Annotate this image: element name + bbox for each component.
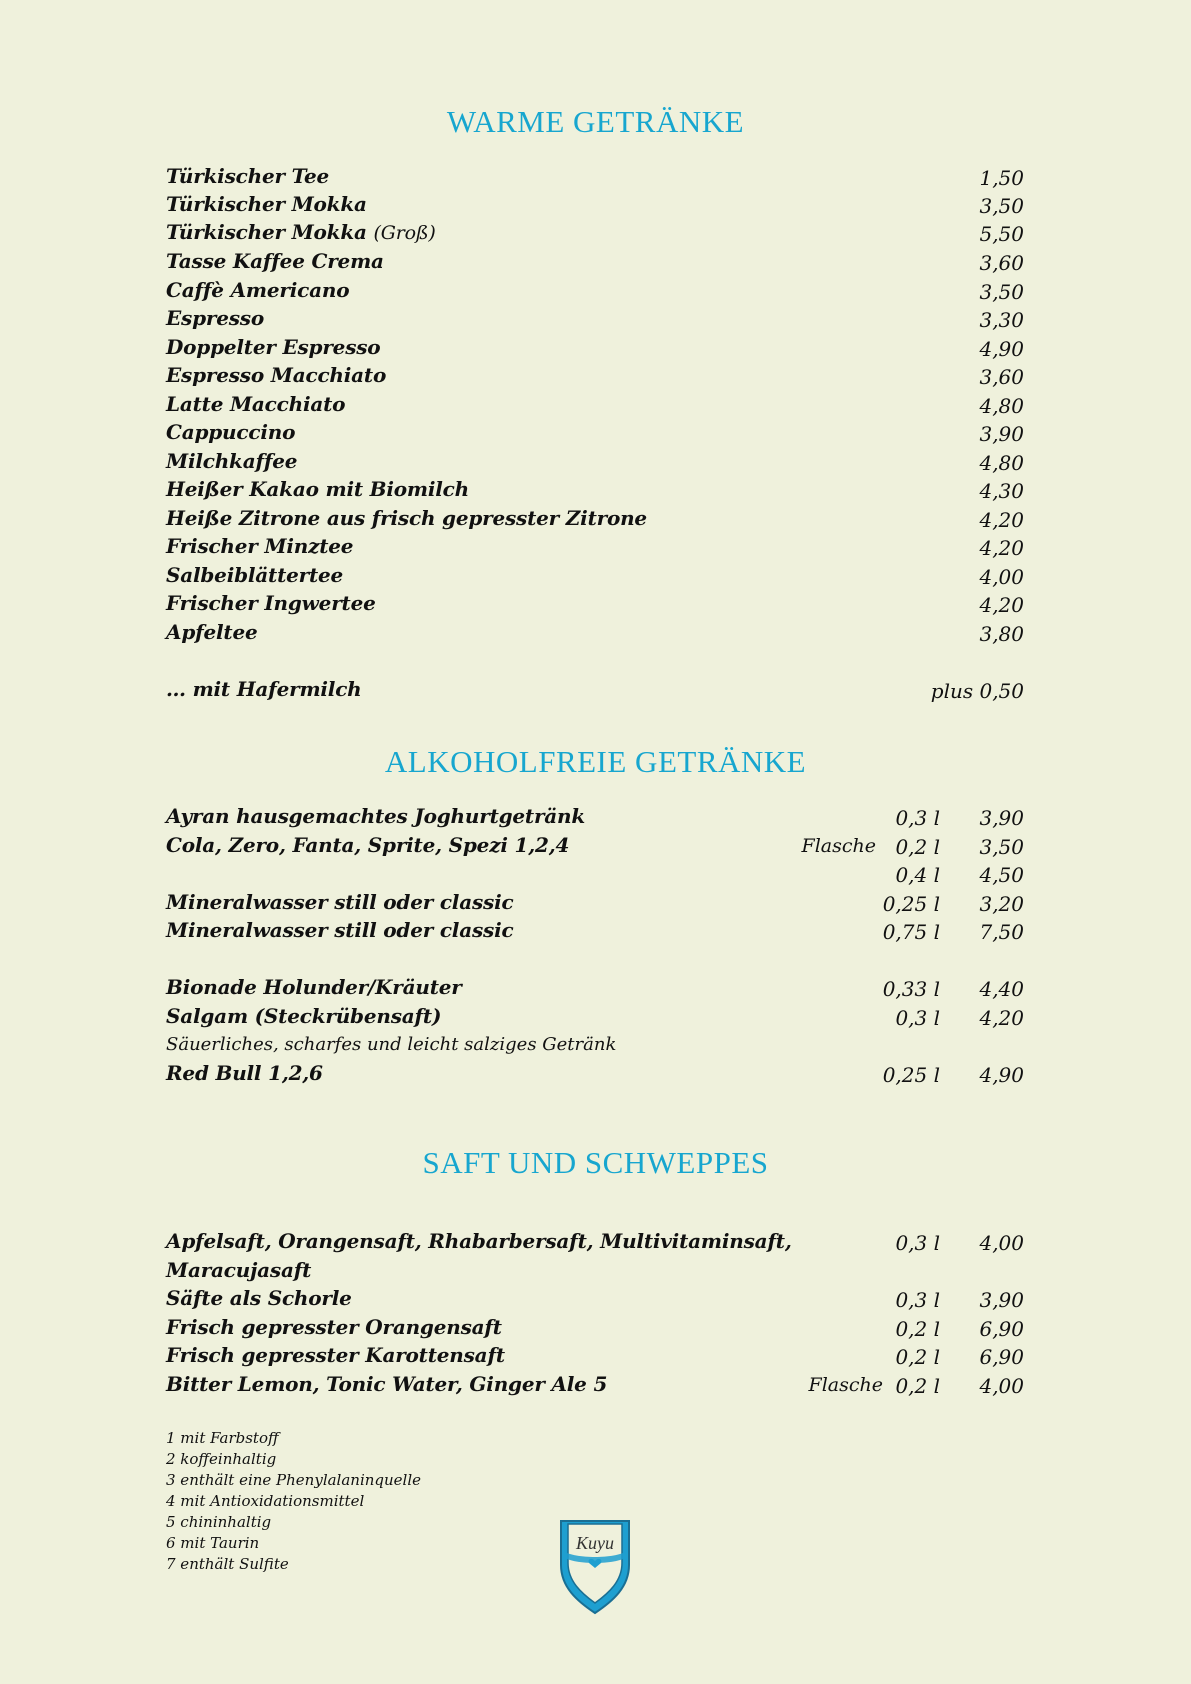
item-name [166,220,436,244]
footnote: 6 mit Taurin [166,1534,260,1552]
menu-item [166,1061,1026,1089]
footnote: 5 chininhaltig [166,1513,272,1531]
item-name: Mineralwasser still oder classic [166,918,514,942]
item-price: 4,20 [979,536,1024,560]
item-volume: 0,3 l [895,1006,940,1030]
footnotes [166,1428,421,1575]
item-name: Frisch gepresster Orangensaft [166,1315,502,1339]
item-volume: 0,3 l [895,1288,940,1312]
menu-item-description [166,1034,1026,1062]
menu-item [166,918,1026,946]
menu-item [166,833,1026,861]
item-price: 5,50 [979,222,1024,246]
item-volume: 0,2 l [895,1345,940,1369]
menu-item [166,335,1026,363]
item-price: 3,50 [979,280,1024,304]
item-name: Doppelter Espresso [166,335,381,359]
menu-item [166,164,1026,192]
kuyu-logo [555,1515,635,1615]
item-name: Mineralwasser still oder classic [166,890,514,914]
footnote: 7 enthält Sulfite [166,1555,289,1573]
item-volume: 0,4 l [895,863,940,887]
item-name: Cola, Zero, Fanta, Sprite, Spezi 1,2,4 [166,833,570,857]
item-volume: 0,2 l [895,835,940,859]
menu-item [166,1004,1026,1032]
item-name: Red Bull 1,2,6 [166,1061,323,1085]
item-price: 4,00 [979,1231,1024,1255]
menu-item [166,249,1026,277]
item-name: Cappuccino [166,420,296,444]
menu-item [166,620,1026,648]
item-price: 4,20 [979,508,1024,532]
item-volume: 0,2 l [895,1317,940,1341]
section-title-softdrinks: ALKOHOLFREIE GETRÄNKE [384,744,807,779]
item-price: 7,50 [979,920,1024,944]
menu-item [166,192,1026,220]
item-price: 3,60 [979,251,1024,275]
menu-item [166,861,1026,889]
item-volume: 0,25 l [882,892,940,916]
item-volume: 0,75 l [882,920,940,944]
menu-item [166,1315,1026,1343]
item-price: 3,50 [979,835,1024,859]
item-price: 4,40 [979,977,1024,1001]
item-name: Espresso [166,306,265,330]
item-price: 4,50 [979,863,1024,887]
item-price: plus 0,50 [930,679,1024,703]
item-price: 4,30 [979,479,1024,503]
item-name: Caffè Americano [166,278,350,302]
item-price: 4,80 [979,451,1024,475]
item-price: 3,20 [979,892,1024,916]
menu-item [166,890,1026,918]
item-price: 4,80 [979,394,1024,418]
menu-item [166,563,1026,591]
item-name: Espresso Macchiato [166,363,387,387]
item-name: Apfelsaft, Orangensaft, Rhabarbersaft, Multivitaminsaft, [166,1229,792,1253]
section-title-warm: WARME GETRÄNKE [446,104,745,139]
item-name: … mit Hafermilch [166,677,362,701]
item-name: Latte Macchiato [166,392,346,416]
item-price: 3,90 [979,806,1024,830]
item-price: 4,90 [979,1063,1024,1087]
item-price: 3,60 [979,365,1024,389]
item-name: Frischer Ingwertee [166,591,376,615]
menu-item [166,220,1026,248]
item-volume: 0,2 l [895,1374,940,1398]
menu-item [166,363,1026,391]
menu-item [166,534,1026,562]
item-note: (Groß) [373,222,436,244]
menu-item [166,591,1026,619]
item-name: Maracujasaft [166,1258,312,1282]
item-description: Säuerliches, scharfes und leicht salziges Getränk [166,1034,617,1055]
item-price: 3,90 [979,422,1024,446]
item-name-text: Türkischer Mokka [166,220,367,244]
menu-item [166,506,1026,534]
logo-text: Kuyu [576,1533,614,1553]
item-name: Türkischer Tee [166,164,330,188]
menu-item [166,306,1026,334]
item-price: 6,90 [979,1317,1024,1341]
menu-item [166,975,1026,1003]
item-volume: 0,3 l [895,806,940,830]
section-title-juice: SAFT UND SCHWEPPES [422,1145,769,1180]
menu-item [166,1229,1026,1257]
item-name: Salgam (Steckrübensaft) [166,1004,442,1028]
menu-item [166,392,1026,420]
item-name: Türkischer Mokka [166,192,367,216]
menu-item [166,1343,1026,1371]
item-price: 4,00 [979,1374,1024,1398]
menu-item [166,1372,1026,1400]
item-price: 4,00 [979,565,1024,589]
item-price: 3,90 [979,1288,1024,1312]
menu-item [166,1258,1026,1286]
item-volume: 0,33 l [882,977,940,1001]
menu-item [166,1286,1026,1314]
item-name: Milchkaffee [166,449,298,473]
item-name: Bionade Holunder/Kräuter [166,975,462,999]
item-container: Flasche [808,1374,883,1396]
footnote: 2 koffeinhaltig [166,1450,277,1468]
item-price: 3,30 [979,308,1024,332]
menu-item-extra [166,677,1026,705]
item-price: 1,50 [979,166,1024,190]
item-name: Heiße Zitrone aus frisch gepresster Zitrone [166,506,647,530]
item-volume: 0,25 l [882,1063,940,1087]
item-name: Salbeiblättertee [166,563,344,587]
menu-item [166,278,1026,306]
item-name: Apfeltee [166,620,258,644]
item-volume: 0,3 l [895,1231,940,1255]
menu-item [166,804,1026,832]
menu-item [166,420,1026,448]
item-price: 4,20 [979,593,1024,617]
item-price: 4,90 [979,337,1024,361]
menu-item [166,477,1026,505]
item-name: Frischer Minztee [166,534,354,558]
footnote: 3 enthält eine Phenylalaninquelle [166,1471,422,1489]
item-name: Tasse Kaffee Crema [166,249,384,273]
item-price: 4,20 [979,1006,1024,1030]
item-price: 3,80 [979,622,1024,646]
item-name: Frisch gepresster Karottensaft [166,1343,505,1367]
footnote: 1 mit Farbstoff [166,1429,279,1447]
item-name: Ayran hausgemachtes Joghurtgetränk [166,804,586,828]
item-name: Bitter Lemon, Tonic Water, Ginger Ale 5 [166,1372,608,1396]
footnote: 4 mit Antioxidationsmittel [166,1492,365,1510]
item-name: Heißer Kakao mit Biomilch [166,477,469,501]
item-price: 3,50 [979,194,1024,218]
item-name: Säfte als Schorle [166,1286,352,1310]
item-price: 6,90 [979,1345,1024,1369]
menu-item [166,449,1026,477]
item-container: Flasche [801,835,876,857]
